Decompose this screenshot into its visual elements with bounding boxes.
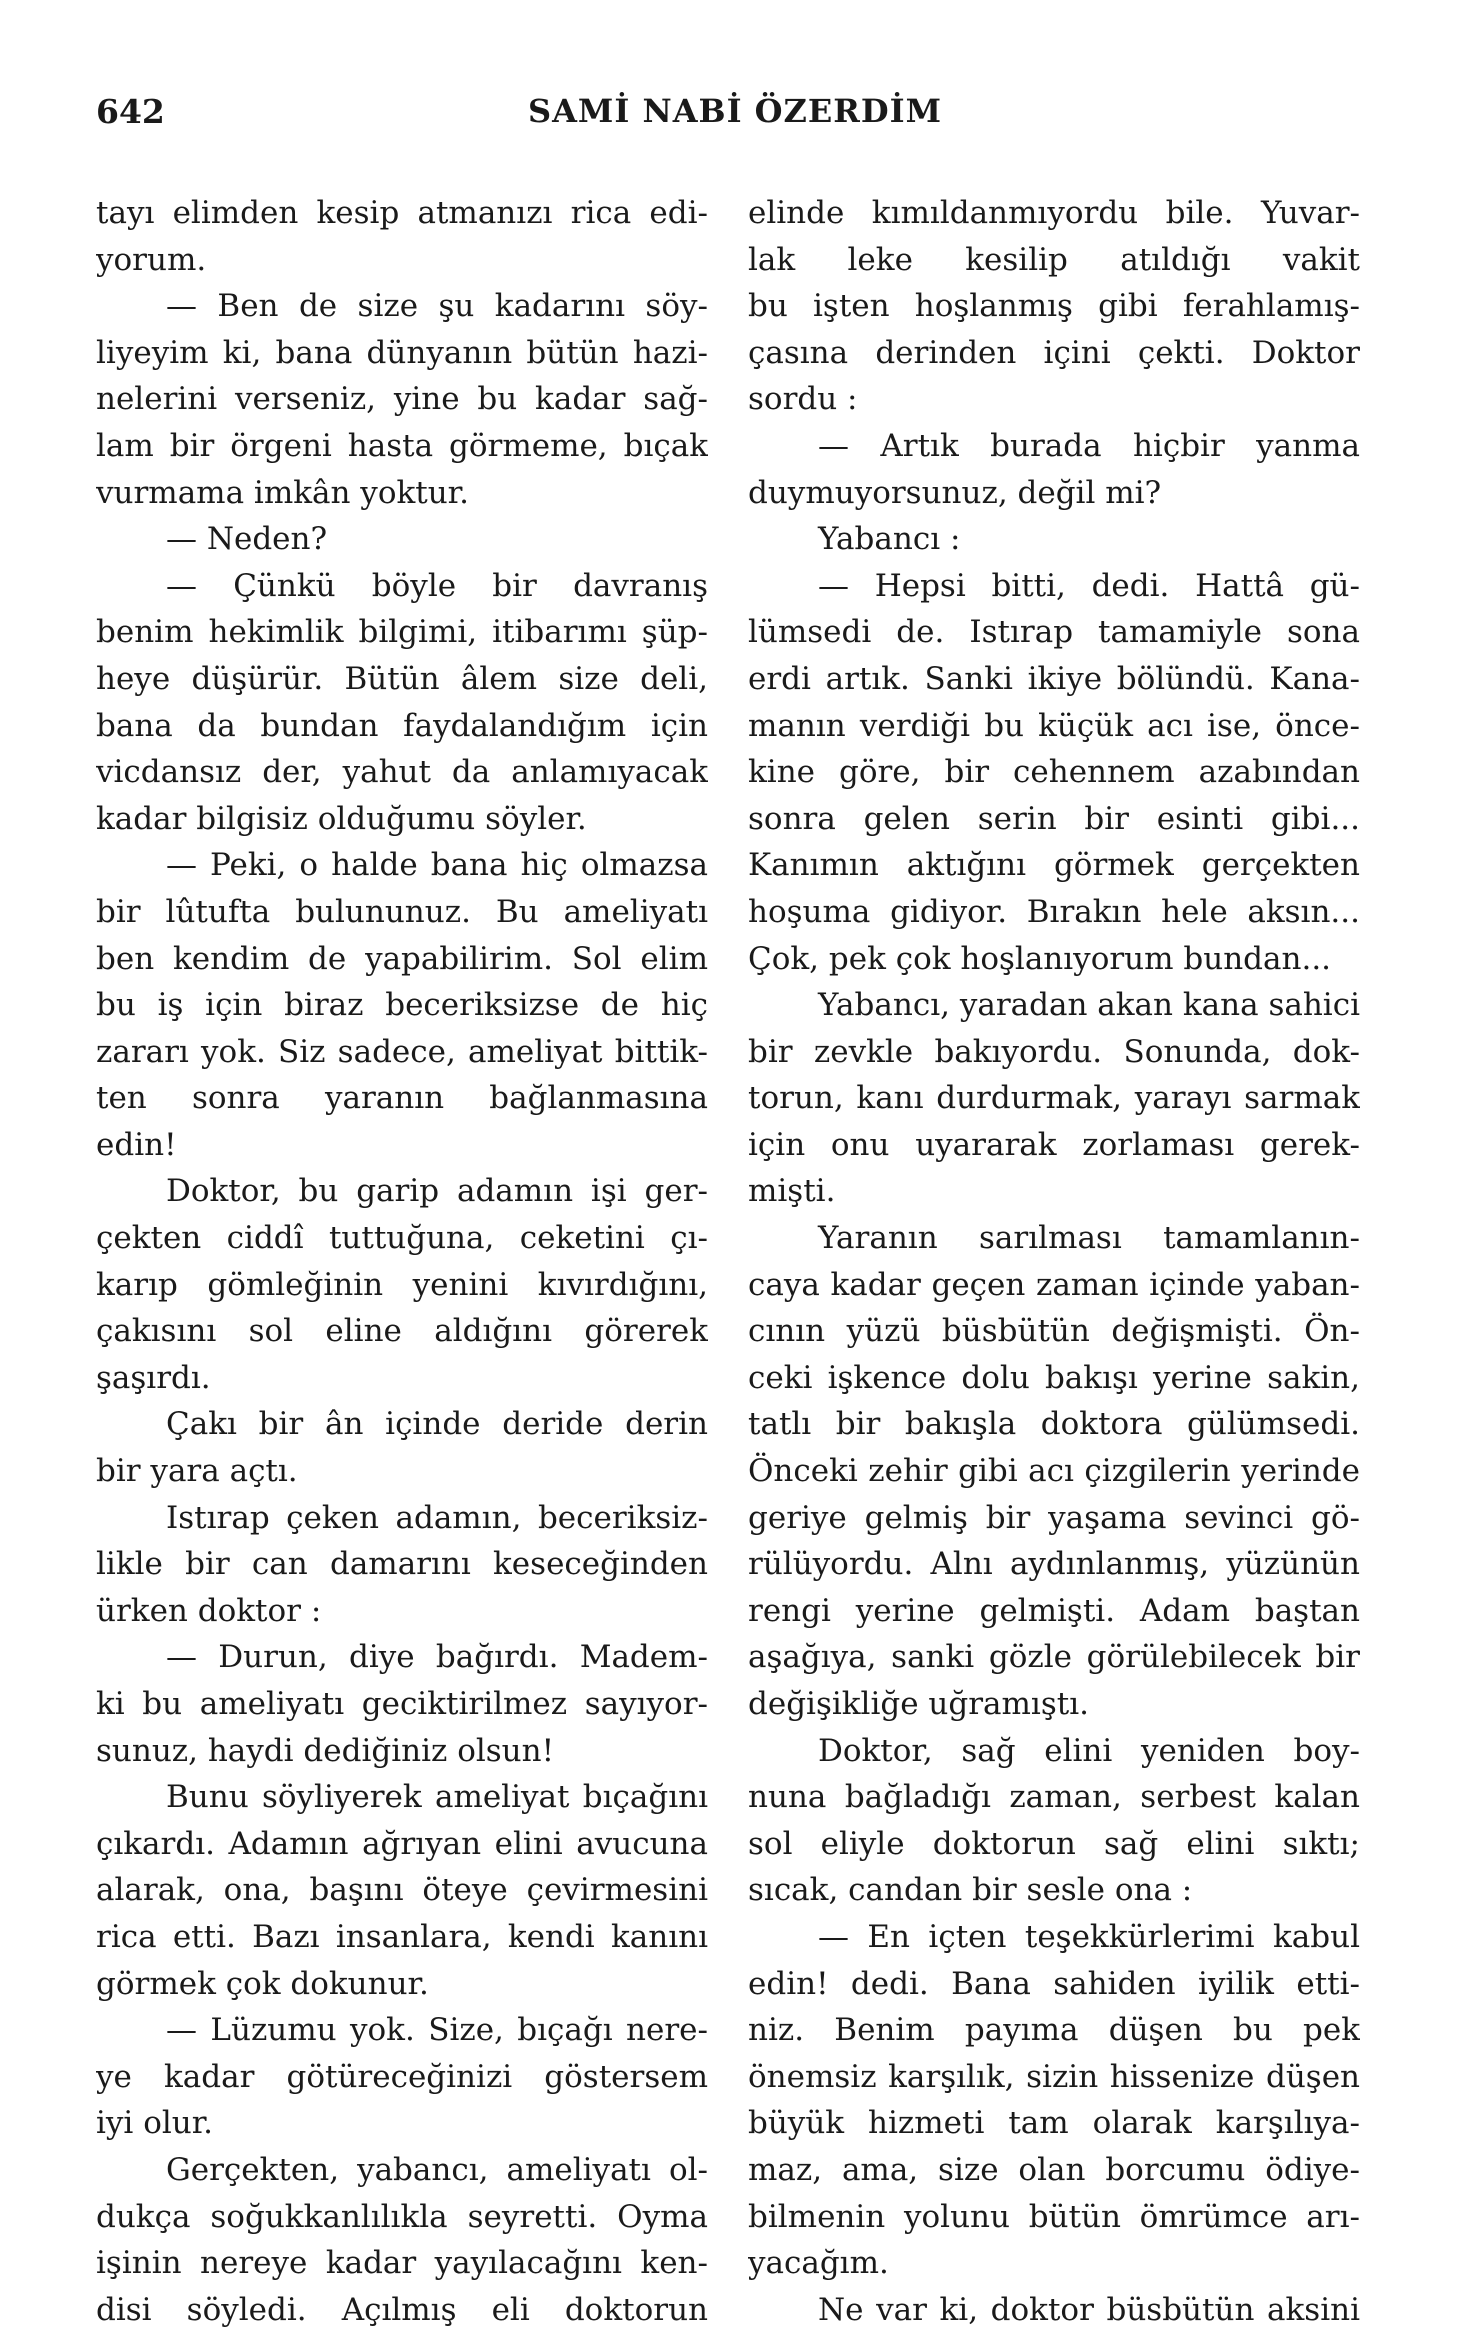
text-line: ben kendim de yapabilirim. Sol elim [96, 940, 708, 977]
text-line: Bunu söyliyerek ameliyat bıçağını [166, 1779, 708, 1816]
text-line: — Ben de size şu kadarını söy- [166, 288, 708, 325]
text-line: Yabancı, yaradan akan kana sahici [818, 987, 1360, 1024]
text-line: ceki işkence dolu bakışı yerine sakin, [748, 1359, 1360, 1396]
text-line: bu iş için biraz beceriksizse de hiç [96, 987, 708, 1024]
text-line: Istırap çeken adamın, beceriksiz- [166, 1499, 708, 1536]
text-line: Önceki zehir gibi acı çizgilerin yerinde [748, 1453, 1360, 1490]
text-line: çekten ciddî tuttuğuna, ceketini çı- [96, 1220, 708, 1257]
text-line: çıkardı. Adamın ağrıyan elini avucuna [96, 1825, 708, 1862]
text-line: elinde kımıldanmıyordu bile. Yuvar- [748, 195, 1360, 231]
text-line: sol eliyle doktorun sağ elini sıktı; [748, 1825, 1360, 1862]
text-line: disi söyledi. Açılmış eli doktorun [96, 2291, 708, 2328]
right-text-column [748, 190, 1360, 2333]
text-line: zararı yok. Siz sadece, ameliyat bittik- [96, 1033, 708, 1070]
text-line: Çakı bir ân içinde deride derin [166, 1406, 708, 1443]
text-line: değişikliğe uğramıştı. [748, 1686, 1089, 1722]
text-line: yacağım. [748, 2245, 889, 2282]
text-line: tayı elimden kesip atmanızı rica edi- [96, 195, 708, 231]
text-line: vicdansız der, yahut da anlamıyacak [96, 754, 708, 791]
text-line: sonra gelen serin bir esinti gibi... [748, 800, 1360, 837]
text-line: Kanımın aktığını görmek gerçekten [748, 847, 1360, 884]
text-line: likle bir can damarını keseceğinden [96, 1546, 708, 1583]
text-line: kadar bilgisiz olduğumu söyler. [96, 800, 587, 837]
text-line: Çok, pek çok hoşlanıyorum bundan... [748, 940, 1332, 977]
left-text-column [96, 190, 708, 2333]
text-line: edin! [96, 1126, 177, 1163]
text-line: liyeyim ki, bana dünyanın bütün hazi- [96, 334, 708, 371]
text-line: hoşuma gidiyor. Bırakın hele aksın... [748, 893, 1360, 930]
text-line: çakısını sol eline aldığını görerek [96, 1313, 708, 1350]
text-line: bilmenin yolunu bütün ömrümce arı- [748, 2198, 1360, 2235]
text-line: Yabancı : [818, 521, 961, 558]
text-line: niz. Benim payıma düşen bu pek [748, 2012, 1360, 2049]
text-line: — Neden? [166, 521, 328, 558]
text-line: rengi yerine gelmişti. Adam baştan [748, 1592, 1360, 1629]
text-line: — Durun, diye bağırdı. Madem- [166, 1639, 708, 1676]
text-line: ürken doktor : [96, 1592, 322, 1629]
text-line: büyük hizmeti tam olarak karşılıya- [748, 2105, 1360, 2142]
text-line: — En içten teşekkürlerimi kabul [818, 1918, 1360, 1955]
text-line: — Çünkü böyle bir davranış [166, 567, 708, 604]
text-line: kine göre, bir cehennem azabından [748, 754, 1360, 791]
text-line: şaşırdı. [96, 1359, 211, 1396]
text-line: sunuz, haydi dediğiniz olsun! [96, 1732, 555, 1769]
text-line: lam bir örgeni hasta görmeme, bıçak [96, 427, 708, 464]
text-line: dukça soğukkanlılıkla seyretti. Oyma [96, 2198, 708, 2235]
text-line: için onu uyararak zorlaması gerek- [748, 1126, 1360, 1163]
text-line: duymuyorsunuz, değil mi? [748, 474, 1162, 511]
text-line: ki bu ameliyatı geciktirilmez sayıyor- [96, 1686, 708, 1722]
text-line: önemsiz karşılık, sizin hissenize düşen [748, 2058, 1360, 2095]
text-line: — Hepsi bitti, dedi. Hattâ gü- [818, 567, 1360, 604]
text-line: bu işten hoşlanmış gibi ferahlamış- [748, 288, 1360, 325]
text-line: edin! dedi. Bana sahiden iyilik etti- [748, 1965, 1360, 2002]
text-line: — Peki, o halde bana hiç olmazsa [166, 847, 708, 884]
text-line: çasına derinden içini çekti. Doktor [748, 334, 1360, 371]
text-line: vurmama imkân yoktur. [96, 474, 469, 511]
page-number: 642 [96, 92, 165, 131]
text-line: Doktor, sağ elini yeniden boy- [818, 1732, 1360, 1769]
text-line: sıcak, candan bir sesle ona : [748, 1872, 1193, 1909]
text-line: cının yüzü büsbütün değişmişti. Ön- [748, 1313, 1360, 1350]
text-line: lümsedi de. Istırap tamamiyle sona [748, 614, 1360, 651]
running-head: SAMİ NABİ ÖZERDİM [527, 92, 943, 130]
text-line: lak leke kesilip atıldığı vakit [748, 241, 1360, 278]
text-line: benim hekimlik bilgimi, itibarımı şüp- [96, 614, 708, 651]
text-line: görmek çok dokunur. [96, 1965, 429, 2002]
text-line: rica etti. Bazı insanlara, kendi kanını [96, 1918, 708, 1955]
text-line: ye kadar götüreceğinizi göstersem [96, 2058, 708, 2095]
text-line: bir yara açtı. [96, 1453, 298, 1490]
text-line: torun, kanı durdurmak, yarayı sarmak [748, 1080, 1360, 1117]
text-line: Gerçekten, yabancı, ameliyatı ol- [166, 2151, 708, 2188]
text-line: erdi artık. Sanki ikiye bölündü. Kana- [748, 660, 1360, 697]
text-line: bana da bundan faydalandığım için [96, 707, 708, 744]
text-line: aşağıya, sanki gözle görülebilecek bir [748, 1639, 1360, 1676]
text-line: maz, ama, size olan borcumu ödiye- [748, 2151, 1360, 2188]
text-line: yorum. [96, 241, 207, 278]
text-line: heye düşürür. Bütün âlem size deli, [96, 660, 708, 697]
text-line: Yaranın sarılması tamamlanın- [818, 1220, 1360, 1257]
text-line: karıp gömleğinin yenini kıvırdığını, [96, 1266, 708, 1303]
text-line: nuna bağladığı zaman, serbest kalan [748, 1779, 1360, 1816]
text-line: Doktor, bu garip adamın işi ger- [166, 1173, 708, 1210]
text-line: bir zevkle bakıyordu. Sonunda, dok- [748, 1033, 1360, 1070]
text-line: — Lüzumu yok. Size, bıçağı nere- [166, 2012, 708, 2049]
text-line: geriye gelmiş bir yaşama sevinci gö- [748, 1499, 1360, 1536]
text-line: tatlı bir bakışla doktora gülümsedi. [748, 1406, 1360, 1443]
text-line: rülüyordu. Alnı aydınlanmış, yüzünün [748, 1546, 1360, 1583]
text-line: ten sonra yaranın bağlanmasına [96, 1080, 708, 1117]
text-line: manın verdiği bu küçük acı ise, önce- [748, 707, 1360, 744]
text-line: nelerini verseniz, yine bu kadar sağ- [96, 381, 708, 418]
text-line: sordu : [748, 381, 858, 418]
text-line: alarak, ona, başını öteye çevirmesini [96, 1872, 708, 1909]
text-line: — Artık burada hiçbir yanma [818, 427, 1360, 464]
text-line: mişti. [748, 1173, 836, 1210]
text-line: bir lûtufta bulununuz. Bu ameliyatı [96, 893, 708, 930]
text-line: caya kadar geçen zaman içinde yaban- [748, 1266, 1360, 1303]
text-line: iyi olur. [96, 2105, 214, 2142]
text-line: Ne var ki, doktor büsbütün aksini [818, 2291, 1360, 2328]
text-line: işinin nereye kadar yayılacağını ken- [96, 2245, 708, 2282]
